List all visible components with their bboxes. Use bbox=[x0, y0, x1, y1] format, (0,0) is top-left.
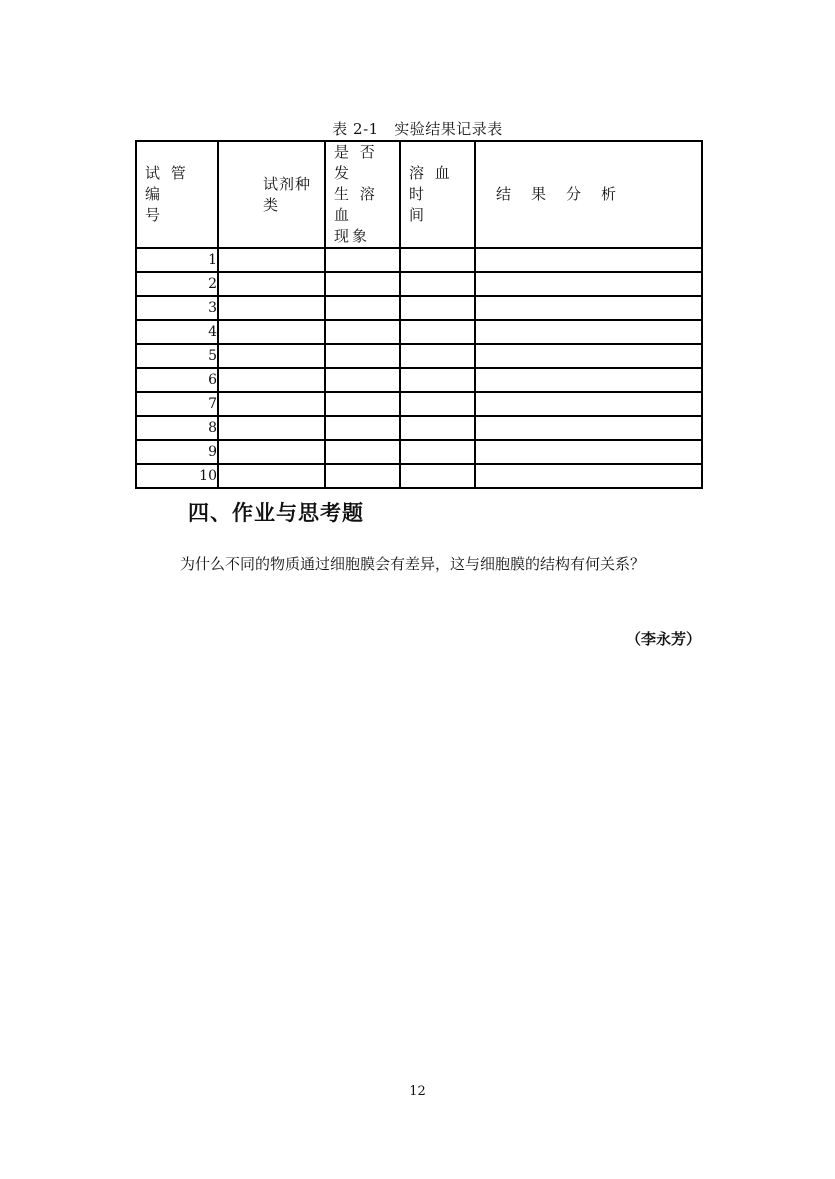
result-cell bbox=[475, 416, 702, 440]
header-hemolysis-time bbox=[400, 141, 475, 248]
reagent-cell bbox=[218, 416, 325, 440]
tube-number-cell: 5 bbox=[136, 344, 218, 368]
result-cell bbox=[475, 272, 702, 296]
result-cell bbox=[475, 344, 702, 368]
author-name: （李永芳） bbox=[625, 630, 701, 648]
time-cell bbox=[400, 368, 475, 392]
result-cell bbox=[475, 320, 702, 344]
table-header-row bbox=[136, 141, 702, 248]
table-row bbox=[136, 464, 702, 488]
results-table bbox=[135, 140, 703, 489]
header-hemolysis-time-line-2: 间 bbox=[409, 206, 428, 224]
header-reagent-type bbox=[218, 141, 325, 248]
table-row bbox=[136, 392, 702, 416]
hemolysis-cell bbox=[325, 392, 400, 416]
header-result-analysis bbox=[475, 141, 702, 248]
result-cell bbox=[475, 464, 702, 488]
time-cell bbox=[400, 440, 475, 464]
header-hemolysis-time-line-1: 溶 血 时 bbox=[409, 164, 453, 203]
result-cell bbox=[475, 392, 702, 416]
tube-number-cell: 9 bbox=[136, 440, 218, 464]
hemolysis-cell bbox=[325, 344, 400, 368]
reagent-cell bbox=[218, 440, 325, 464]
header-hemolysis-line-2: 生 溶 血 bbox=[334, 185, 378, 224]
hemolysis-cell bbox=[325, 464, 400, 488]
reagent-cell bbox=[218, 320, 325, 344]
table-row bbox=[136, 272, 702, 296]
header-tube-number-line-1: 试 管 编 bbox=[145, 164, 189, 203]
table-caption: 表 2-1 实验结果记录表 bbox=[332, 120, 503, 138]
tube-number-cell: 6 bbox=[136, 368, 218, 392]
header-hemolysis bbox=[325, 141, 400, 248]
time-cell bbox=[400, 344, 475, 368]
header-hemolysis-line-3: 现象 bbox=[334, 227, 371, 245]
time-cell bbox=[400, 296, 475, 320]
result-cell bbox=[475, 440, 702, 464]
tube-number-cell: 2 bbox=[136, 272, 218, 296]
section-title: 四、作业与思考题 bbox=[188, 501, 364, 525]
table-row bbox=[136, 368, 702, 392]
reagent-cell bbox=[218, 344, 325, 368]
reagent-cell bbox=[218, 464, 325, 488]
time-cell bbox=[400, 464, 475, 488]
header-tube-number bbox=[136, 141, 218, 248]
header-reagent-type-line-1: 试剂种 bbox=[263, 174, 312, 193]
reagent-cell bbox=[218, 368, 325, 392]
hemolysis-cell bbox=[325, 368, 400, 392]
table-row bbox=[136, 440, 702, 464]
result-cell bbox=[475, 296, 702, 320]
time-cell bbox=[400, 392, 475, 416]
hemolysis-cell bbox=[325, 416, 400, 440]
hemolysis-cell bbox=[325, 272, 400, 296]
hemolysis-cell bbox=[325, 248, 400, 272]
header-reagent-type-line-2: 类 bbox=[263, 195, 280, 214]
table-row bbox=[136, 320, 702, 344]
tube-number-cell: 8 bbox=[136, 416, 218, 440]
header-hemolysis-line-1: 是 否 发 bbox=[334, 143, 378, 182]
reagent-cell bbox=[218, 392, 325, 416]
table-row bbox=[136, 344, 702, 368]
reagent-cell bbox=[218, 248, 325, 272]
table-row bbox=[136, 296, 702, 320]
homework-question: 为什么不同的物质通过细胞膜会有差异，这与细胞膜的结构有何关系？ bbox=[180, 555, 646, 573]
tube-number-cell: 7 bbox=[136, 392, 218, 416]
time-cell bbox=[400, 320, 475, 344]
time-cell bbox=[400, 272, 475, 296]
reagent-cell bbox=[218, 296, 325, 320]
table-row bbox=[136, 416, 702, 440]
header-result-analysis-label: 结果分析 bbox=[496, 185, 637, 203]
reagent-cell bbox=[218, 272, 325, 296]
header-tube-number-line-2: 号 bbox=[145, 206, 164, 224]
tube-number-cell: 1 bbox=[136, 248, 218, 272]
time-cell bbox=[400, 416, 475, 440]
result-cell bbox=[475, 368, 702, 392]
result-cell bbox=[475, 248, 702, 272]
hemolysis-cell bbox=[325, 440, 400, 464]
tube-number-cell: 4 bbox=[136, 320, 218, 344]
page-number: 12 bbox=[409, 1084, 426, 1099]
hemolysis-cell bbox=[325, 296, 400, 320]
tube-number-cell: 3 bbox=[136, 296, 218, 320]
time-cell bbox=[400, 248, 475, 272]
hemolysis-cell bbox=[325, 320, 400, 344]
table-row bbox=[136, 248, 702, 272]
tube-number-cell: 10 bbox=[136, 464, 218, 488]
